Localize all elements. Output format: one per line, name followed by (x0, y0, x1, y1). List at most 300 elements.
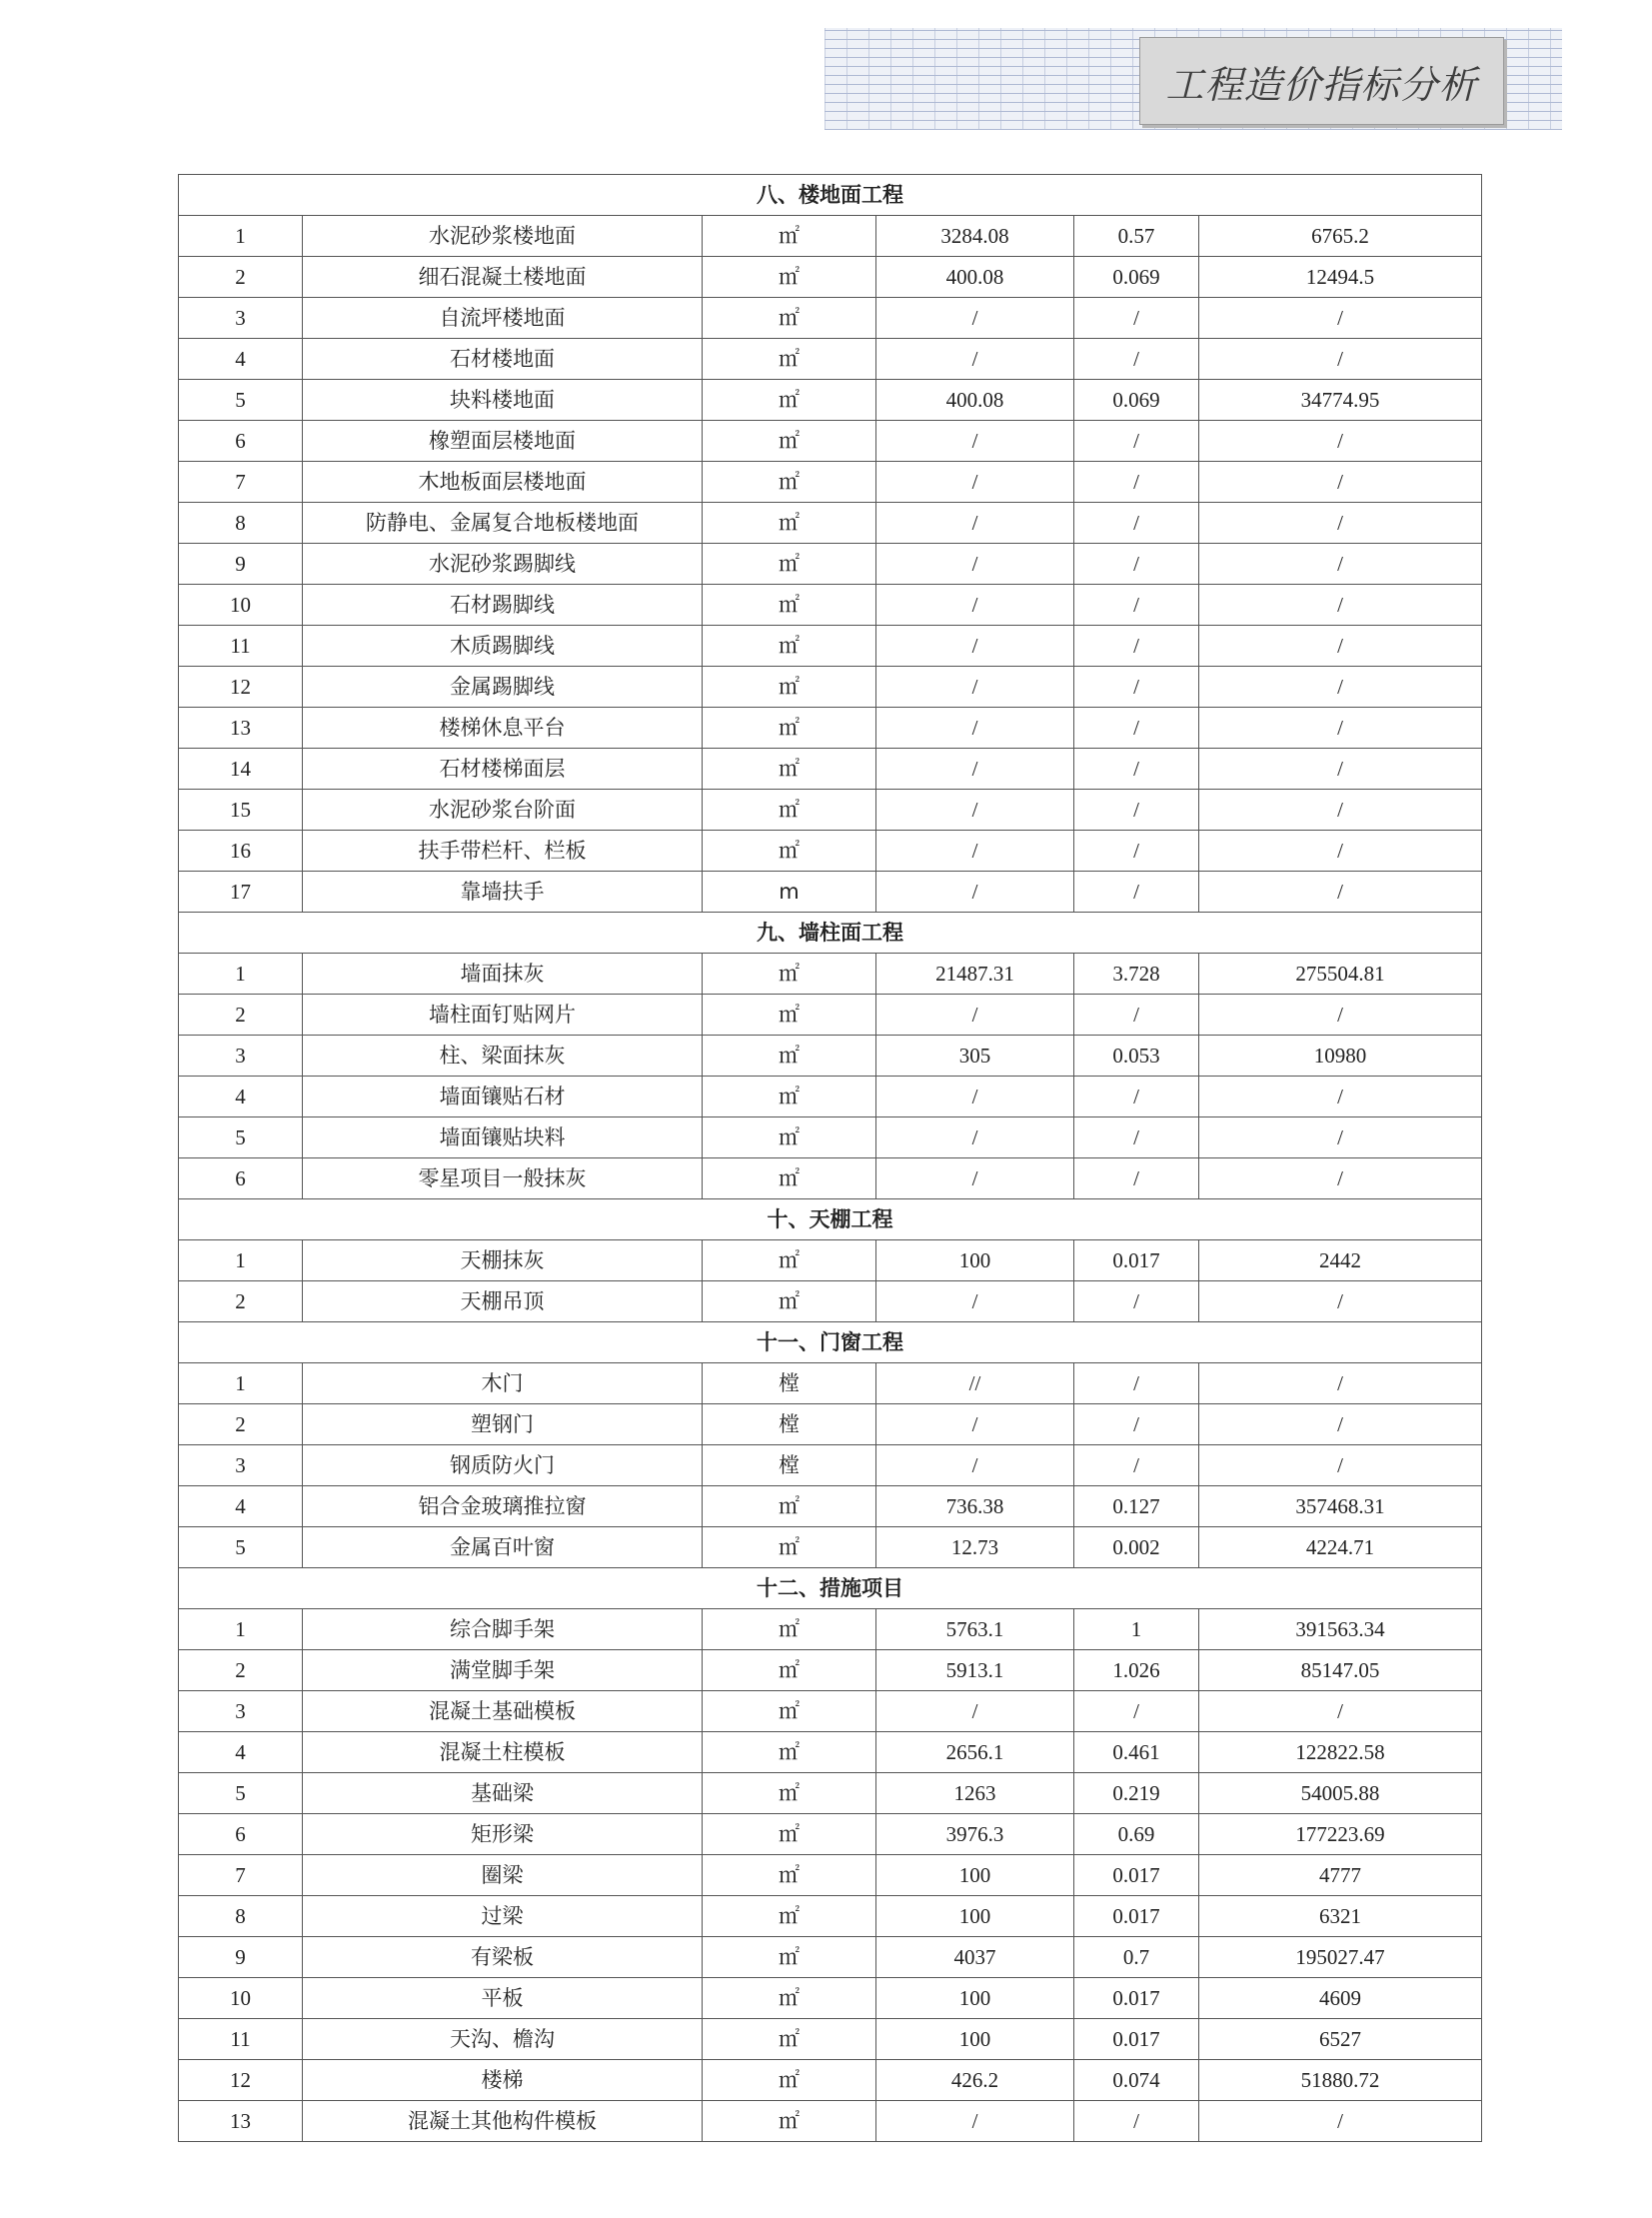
cost-index-table (178, 174, 1482, 2142)
table-row (179, 2019, 1482, 2060)
item-name: 柱、梁面抹灰 (303, 1036, 703, 1077)
quantity: 305 (876, 1036, 1074, 1077)
unit: ㎡ (703, 1117, 876, 1158)
unit: ㎡ (703, 626, 876, 667)
row-index: 8 (179, 1896, 303, 1937)
table-row (179, 1937, 1482, 1978)
index-value: / (1074, 1158, 1199, 1199)
quantity: / (876, 1404, 1074, 1445)
index-value: / (1074, 667, 1199, 708)
quantity: / (876, 585, 1074, 626)
unit: ㎡ (703, 1978, 876, 2019)
quantity: 5913.1 (876, 1650, 1074, 1691)
item-name: 过梁 (303, 1896, 703, 1937)
row-index: 6 (179, 1158, 303, 1199)
table-row (179, 1732, 1482, 1773)
unit: ㎡ (703, 1896, 876, 1937)
quantity: / (876, 421, 1074, 462)
row-index: 3 (179, 298, 303, 339)
item-name: 天沟、檐沟 (303, 2019, 703, 2060)
amount: 4777 (1199, 1855, 1482, 1896)
amount: / (1199, 667, 1482, 708)
quantity: 5763.1 (876, 1609, 1074, 1650)
table-row (179, 2060, 1482, 2101)
item-name: 平板 (303, 1978, 703, 2019)
row-index: 15 (179, 790, 303, 831)
index-value: / (1074, 585, 1199, 626)
index-value: 0.7 (1074, 1937, 1199, 1978)
unit: ㎡ (703, 462, 876, 503)
index-value: / (1074, 544, 1199, 585)
index-value: / (1074, 831, 1199, 872)
index-value: / (1074, 626, 1199, 667)
unit: ㎡ (703, 1527, 876, 1568)
amount: 177223.69 (1199, 1814, 1482, 1855)
amount: 4609 (1199, 1978, 1482, 2019)
item-name: 天棚吊顶 (303, 1281, 703, 1322)
amount: / (1199, 1117, 1482, 1158)
unit: 樘 (703, 1363, 876, 1404)
amount: 357468.31 (1199, 1486, 1482, 1527)
amount: / (1199, 1077, 1482, 1117)
row-index: 1 (179, 954, 303, 995)
amount: / (1199, 298, 1482, 339)
row-index: 2 (179, 1650, 303, 1691)
table-row (179, 667, 1482, 708)
amount: 34774.95 (1199, 380, 1482, 421)
table-row (179, 954, 1482, 995)
amount: / (1199, 749, 1482, 790)
unit: ㎡ (703, 503, 876, 544)
row-index: 2 (179, 1281, 303, 1322)
amount: 4224.71 (1199, 1527, 1482, 1568)
index-value: 0.127 (1074, 1486, 1199, 1527)
quantity: 3976.3 (876, 1814, 1074, 1855)
item-name: 基础梁 (303, 1773, 703, 1814)
row-index: 17 (179, 872, 303, 913)
item-name: 水泥砂浆楼地面 (303, 216, 703, 257)
section-header-row (179, 1322, 1482, 1363)
unit: ㎡ (703, 380, 876, 421)
item-name: 石材踢脚线 (303, 585, 703, 626)
quantity: / (876, 462, 1074, 503)
index-value: 0.017 (1074, 1978, 1199, 2019)
index-value: / (1074, 708, 1199, 749)
row-index: 4 (179, 339, 303, 380)
row-index: 9 (179, 544, 303, 585)
amount: / (1199, 585, 1482, 626)
item-name: 铝合金玻璃推拉窗 (303, 1486, 703, 1527)
amount: 54005.88 (1199, 1773, 1482, 1814)
item-name: 有梁板 (303, 1937, 703, 1978)
table-row (179, 790, 1482, 831)
unit: ㎡ (703, 1691, 876, 1732)
item-name: 石材楼梯面层 (303, 749, 703, 790)
item-name: 塑钢门 (303, 1404, 703, 1445)
index-value: / (1074, 1281, 1199, 1322)
index-value: / (1074, 1363, 1199, 1404)
unit: ㎡ (703, 1937, 876, 1978)
quantity: // (876, 1363, 1074, 1404)
unit: ㎡ (703, 708, 876, 749)
table-row (179, 1036, 1482, 1077)
amount: 195027.47 (1199, 1937, 1482, 1978)
row-index: 6 (179, 1814, 303, 1855)
index-value: 0.017 (1074, 1240, 1199, 1281)
table-row (179, 626, 1482, 667)
amount: 6527 (1199, 2019, 1482, 2060)
quantity: / (876, 2101, 1074, 2142)
index-value: 1 (1074, 1609, 1199, 1650)
amount: 51880.72 (1199, 2060, 1482, 2101)
index-value: 0.017 (1074, 1855, 1199, 1896)
row-index: 4 (179, 1732, 303, 1773)
index-value: / (1074, 2101, 1199, 2142)
section-title: 十、天棚工程 (179, 1199, 1482, 1240)
quantity: / (876, 503, 1074, 544)
item-name: 零星项目一般抹灰 (303, 1158, 703, 1199)
item-name: 自流坪楼地面 (303, 298, 703, 339)
quantity: / (876, 749, 1074, 790)
amount: / (1199, 1404, 1482, 1445)
table-row (179, 1281, 1482, 1322)
unit: ㎡ (703, 2019, 876, 2060)
index-value: 3.728 (1074, 954, 1199, 995)
amount: / (1199, 1363, 1482, 1404)
index-value: / (1074, 421, 1199, 462)
row-index: 8 (179, 503, 303, 544)
table-row (179, 503, 1482, 544)
row-index: 14 (179, 749, 303, 790)
item-name: 防静电、金属复合地板楼地面 (303, 503, 703, 544)
row-index: 9 (179, 1937, 303, 1978)
unit: ㎡ (703, 421, 876, 462)
unit: ㎡ (703, 1650, 876, 1691)
unit: ㎡ (703, 995, 876, 1036)
quantity: / (876, 339, 1074, 380)
table-row (179, 1486, 1482, 1527)
unit: ㎡ (703, 216, 876, 257)
amount: / (1199, 2101, 1482, 2142)
item-name: 矩形梁 (303, 1814, 703, 1855)
item-name: 石材楼地面 (303, 339, 703, 380)
index-value: / (1074, 1404, 1199, 1445)
unit: ㎡ (703, 1732, 876, 1773)
index-value: 0.017 (1074, 1896, 1199, 1937)
item-name: 钢质防火门 (303, 1445, 703, 1486)
quantity: 100 (876, 2019, 1074, 2060)
amount: 85147.05 (1199, 1650, 1482, 1691)
row-index: 16 (179, 831, 303, 872)
amount: 10980 (1199, 1036, 1482, 1077)
index-value: / (1074, 1117, 1199, 1158)
page-header-title: 工程造价指标分析 (1139, 37, 1504, 125)
unit: ㎡ (703, 544, 876, 585)
row-index: 13 (179, 708, 303, 749)
amount: 6321 (1199, 1896, 1482, 1937)
quantity: 736.38 (876, 1486, 1074, 1527)
table-row (179, 2101, 1482, 2142)
index-value: 0.219 (1074, 1773, 1199, 1814)
section-header-row (179, 913, 1482, 954)
unit: ㎡ (703, 1281, 876, 1322)
item-name: 墙面抹灰 (303, 954, 703, 995)
table-row (179, 1158, 1482, 1199)
amount: / (1199, 1691, 1482, 1732)
unit: ㎡ (703, 2101, 876, 2142)
section-header-row (179, 1568, 1482, 1609)
item-name: 天棚抹灰 (303, 1240, 703, 1281)
row-index: 10 (179, 1978, 303, 2019)
table-row (179, 749, 1482, 790)
quantity: 400.08 (876, 257, 1074, 298)
amount: / (1199, 421, 1482, 462)
quantity: / (876, 831, 1074, 872)
index-value: / (1074, 462, 1199, 503)
row-index: 4 (179, 1486, 303, 1527)
index-value: / (1074, 1691, 1199, 1732)
index-value: / (1074, 749, 1199, 790)
index-value: 0.461 (1074, 1732, 1199, 1773)
row-index: 1 (179, 216, 303, 257)
row-index: 3 (179, 1036, 303, 1077)
table-row (179, 462, 1482, 503)
index-value: 0.002 (1074, 1527, 1199, 1568)
table-row (179, 1855, 1482, 1896)
table-row (179, 1363, 1482, 1404)
item-name: 木地板面层楼地面 (303, 462, 703, 503)
amount: / (1199, 831, 1482, 872)
amount: 391563.34 (1199, 1609, 1482, 1650)
item-name: 木门 (303, 1363, 703, 1404)
item-name: 楼梯休息平台 (303, 708, 703, 749)
unit: ㎡ (703, 667, 876, 708)
item-name: 综合脚手架 (303, 1609, 703, 1650)
quantity: / (876, 790, 1074, 831)
amount: / (1199, 626, 1482, 667)
index-value: 0.074 (1074, 2060, 1199, 2101)
unit: ㎡ (703, 749, 876, 790)
unit: ㎡ (703, 1486, 876, 1527)
quantity: / (876, 1445, 1074, 1486)
table-row (179, 831, 1482, 872)
item-name: 墙面镶贴石材 (303, 1077, 703, 1117)
unit: ㎡ (703, 1158, 876, 1199)
unit: 樘 (703, 1445, 876, 1486)
row-index: 2 (179, 257, 303, 298)
section-title: 十一、门窗工程 (179, 1322, 1482, 1363)
row-index: 5 (179, 1773, 303, 1814)
item-name: 墙柱面钉贴网片 (303, 995, 703, 1036)
unit: ㎡ (703, 790, 876, 831)
unit: ㎡ (703, 2060, 876, 2101)
amount: / (1199, 995, 1482, 1036)
quantity: / (876, 1158, 1074, 1199)
table-row (179, 1773, 1482, 1814)
table-row (179, 995, 1482, 1036)
item-name: 块料楼地面 (303, 380, 703, 421)
section-title: 九、墙柱面工程 (179, 913, 1482, 954)
item-name: 混凝土基础模板 (303, 1691, 703, 1732)
index-value: / (1074, 1077, 1199, 1117)
row-index: 5 (179, 1527, 303, 1568)
item-name: 圈梁 (303, 1855, 703, 1896)
quantity: 100 (876, 1896, 1074, 1937)
table-row (179, 257, 1482, 298)
item-name: 金属百叶窗 (303, 1527, 703, 1568)
unit: ㎡ (703, 339, 876, 380)
index-value: / (1074, 872, 1199, 913)
item-name: 混凝土柱模板 (303, 1732, 703, 1773)
row-index: 5 (179, 1117, 303, 1158)
unit: ㎡ (703, 831, 876, 872)
amount: / (1199, 339, 1482, 380)
section-title: 八、楼地面工程 (179, 175, 1482, 216)
index-value: 0.069 (1074, 380, 1199, 421)
quantity: / (876, 298, 1074, 339)
quantity: 100 (876, 1240, 1074, 1281)
quantity: 426.2 (876, 2060, 1074, 2101)
item-name: 橡塑面层楼地面 (303, 421, 703, 462)
amount: 2442 (1199, 1240, 1482, 1281)
index-value: / (1074, 1445, 1199, 1486)
amount: / (1199, 872, 1482, 913)
unit: ㎡ (703, 585, 876, 626)
item-name: 墙面镶贴块料 (303, 1117, 703, 1158)
amount: 275504.81 (1199, 954, 1482, 995)
table-row (179, 1978, 1482, 2019)
quantity: / (876, 1691, 1074, 1732)
amount: / (1199, 503, 1482, 544)
amount: 6765.2 (1199, 216, 1482, 257)
unit: m (703, 872, 876, 913)
quantity: 2656.1 (876, 1732, 1074, 1773)
section-title: 十二、措施项目 (179, 1568, 1482, 1609)
section-header-row (179, 1199, 1482, 1240)
quantity: 12.73 (876, 1527, 1074, 1568)
row-index: 1 (179, 1240, 303, 1281)
index-value: / (1074, 339, 1199, 380)
index-value: 0.069 (1074, 257, 1199, 298)
quantity: / (876, 995, 1074, 1036)
row-index: 11 (179, 2019, 303, 2060)
unit: ㎡ (703, 1773, 876, 1814)
quantity: 100 (876, 1978, 1074, 2019)
table-row (179, 1077, 1482, 1117)
unit: ㎡ (703, 1814, 876, 1855)
index-value: / (1074, 298, 1199, 339)
item-name: 扶手带栏杆、栏板 (303, 831, 703, 872)
unit: ㎡ (703, 1855, 876, 1896)
quantity: / (876, 626, 1074, 667)
unit: ㎡ (703, 1609, 876, 1650)
quantity: / (876, 544, 1074, 585)
amount: / (1199, 708, 1482, 749)
row-index: 12 (179, 2060, 303, 2101)
quantity: / (876, 1117, 1074, 1158)
row-index: 11 (179, 626, 303, 667)
table-row (179, 298, 1482, 339)
quantity: 400.08 (876, 380, 1074, 421)
item-name: 木质踢脚线 (303, 626, 703, 667)
item-name: 满堂脚手架 (303, 1650, 703, 1691)
index-value: 0.57 (1074, 216, 1199, 257)
table-row (179, 380, 1482, 421)
unit: ㎡ (703, 298, 876, 339)
amount: 122822.58 (1199, 1732, 1482, 1773)
table-row (179, 1527, 1482, 1568)
row-index: 10 (179, 585, 303, 626)
index-value: 0.017 (1074, 2019, 1199, 2060)
unit: 樘 (703, 1404, 876, 1445)
row-index: 6 (179, 421, 303, 462)
item-name: 靠墙扶手 (303, 872, 703, 913)
item-name: 楼梯 (303, 2060, 703, 2101)
table-row (179, 1404, 1482, 1445)
table-row (179, 1117, 1482, 1158)
section-header-row (179, 175, 1482, 216)
table-row (179, 1445, 1482, 1486)
index-value: / (1074, 995, 1199, 1036)
table-row (179, 585, 1482, 626)
quantity: / (876, 1077, 1074, 1117)
amount: 12494.5 (1199, 257, 1482, 298)
unit: ㎡ (703, 954, 876, 995)
row-index: 5 (179, 380, 303, 421)
quantity: / (876, 667, 1074, 708)
quantity: 100 (876, 1855, 1074, 1896)
table-row (179, 1691, 1482, 1732)
table-row (179, 708, 1482, 749)
unit: ㎡ (703, 1077, 876, 1117)
table-row (179, 1609, 1482, 1650)
amount: / (1199, 544, 1482, 585)
unit: ㎡ (703, 1036, 876, 1077)
index-value: 0.053 (1074, 1036, 1199, 1077)
row-index: 7 (179, 1855, 303, 1896)
row-index: 1 (179, 1609, 303, 1650)
item-name: 细石混凝土楼地面 (303, 257, 703, 298)
amount: / (1199, 1445, 1482, 1486)
row-index: 7 (179, 462, 303, 503)
item-name: 混凝土其他构件模板 (303, 2101, 703, 2142)
amount: / (1199, 1281, 1482, 1322)
row-index: 3 (179, 1445, 303, 1486)
table-row (179, 1650, 1482, 1691)
row-index: 2 (179, 995, 303, 1036)
item-name: 水泥砂浆踢脚线 (303, 544, 703, 585)
amount: / (1199, 1158, 1482, 1199)
item-name: 水泥砂浆台阶面 (303, 790, 703, 831)
quantity: 4037 (876, 1937, 1074, 1978)
index-value: / (1074, 790, 1199, 831)
index-value: / (1074, 503, 1199, 544)
row-index: 3 (179, 1691, 303, 1732)
table-row (179, 1896, 1482, 1937)
item-name: 金属踢脚线 (303, 667, 703, 708)
row-index: 12 (179, 667, 303, 708)
unit: ㎡ (703, 1240, 876, 1281)
row-index: 2 (179, 1404, 303, 1445)
quantity: 1263 (876, 1773, 1074, 1814)
table-row (179, 1240, 1482, 1281)
table-row (179, 544, 1482, 585)
amount: / (1199, 790, 1482, 831)
index-value: 1.026 (1074, 1650, 1199, 1691)
table-row (179, 339, 1482, 380)
quantity: / (876, 708, 1074, 749)
quantity: 3284.08 (876, 216, 1074, 257)
